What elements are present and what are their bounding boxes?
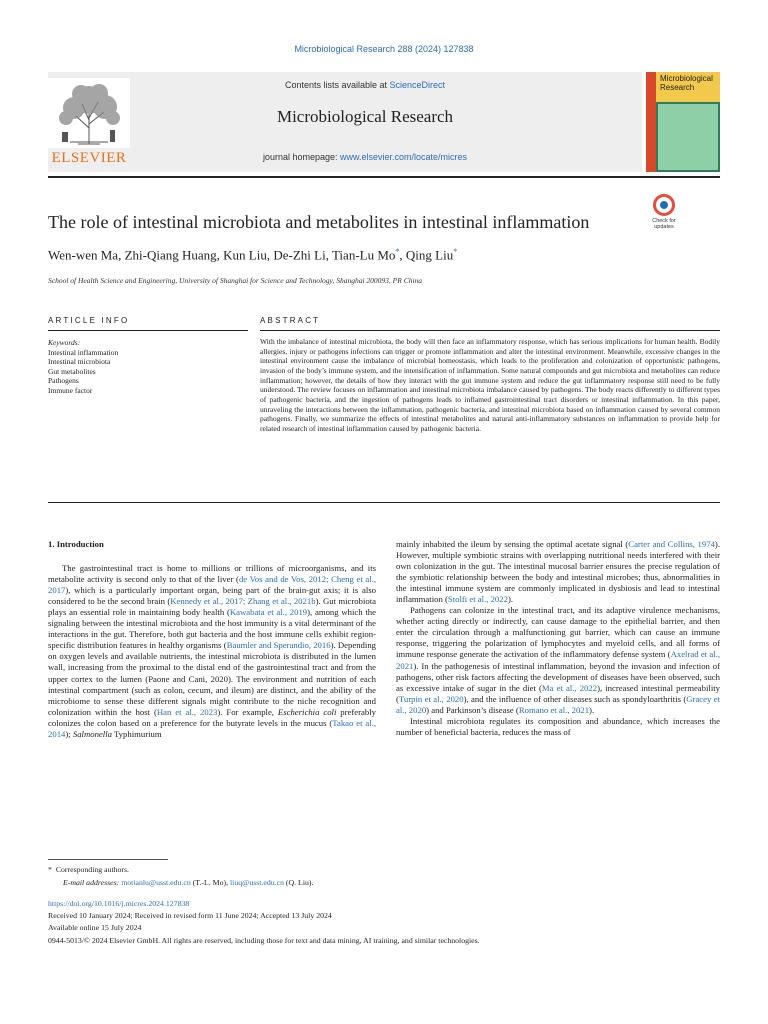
homepage-prefix: journal homepage: — [262, 152, 340, 162]
available-online: Available online 15 July 2024 — [48, 923, 142, 933]
check-for-updates-button[interactable] — [646, 194, 682, 234]
article-info-heading: ARTICLE INFO — [48, 316, 130, 325]
author-name[interactable]: Wen-wen Ma — [48, 247, 119, 263]
citation-link[interactable]: Axelrad et al., 2021 — [396, 649, 720, 671]
keyword-item: Gut metabolites — [48, 366, 96, 376]
keywords-label: Keywords: — [48, 338, 81, 347]
cover-artwork — [658, 104, 718, 170]
citation-link[interactable]: Romano et al., 2021 — [518, 704, 590, 715]
keyword-item: Pathogens — [48, 376, 79, 386]
citation-link[interactable]: Stolfi et al., 2022 — [447, 594, 508, 605]
header-divider — [48, 176, 720, 178]
author-name[interactable]: Tian-Lu Mo — [331, 247, 396, 263]
body-paragraph: mainly inhabited the ileum by sensing the optimal acetate signal (Carter and Collins, 1974). However, multiple symbiotic strains with overlapping nutritional needs interfered with their own colonization in the gut. The intestinal mucosal barrier ensures the precise regulation of the symbiotic relationship between the body and intestinal microbes; thus, abnormalities in the intestinal immune system are commonly implicated in dysbiosis and lead to intestinal inflammation (Stolfi et al., 2022). — [396, 539, 720, 605]
citation-link[interactable]: Gracey et al., 2020 — [396, 693, 720, 715]
author-list: Wen-wen Ma, Zhi-Qiang Huang, Kun Liu, De-Zhi Li, Tian-Lu Mo*, Qing Liu* — [48, 247, 458, 263]
body-paragraph: Pathogens can colonize in the intestinal tract, and its adaptive virulence mechanisms, whether acting directly or indirectly, can cause damage to the epithelial barrier, and then enter the circulation through a malfunctioning gut barrier, which can cause an immune response, triggering the polarization of lymphocytes and myeloid cells, and all forms of immune response generate the activation of the inflammatory defense system (Axelrad et al., 2021). In the pathogenesis of intestinal inflammation, beyond the invasion and infection of pathogens, other risk factors affecting the development of diseases have been observed, such as excessive intake of sugar in the diet (Ma et al., 2022), increased intestinal permeability (Turpin et al., 2020), and the influence of other diseases such as spondyloarthritis (Gracey et al., 2020) and Parkinson’s disease (Romano et al., 2021). — [396, 605, 720, 715]
contents-available-line — [140, 80, 590, 90]
check-updates-icon — [653, 194, 675, 216]
publication-info — [48, 898, 728, 947]
abstract-text: With the imbalance of intestinal microbiota, the body will then face an inflammatory response, which has serious implications for human health. Bodily allergies, injury or pathogens infections can trigger or promote inflammation and alter the intestinal environment. Meanwhile, excessive changes in the intestinal environment cause the imbalance of microbial homeostasis, which leads to the proliferation and colonization of opportunistic pathogens, invasion of the body’s immune system, and the intensification of inflammation. Some natural compounds and gut microbiota and metabolites can reduce inflammation; however, the details of how they interact with the gut immune system and reduce the gut inflammatory response still need to be fully understood. The review focuses on inflammation and intestinal microbiota imbalance caused by pathogens. The body reacts differently to different types of pathogenic bacteria, and the ingestion of pathogens leads to inflamed gastrointestinal tract disorders or intestinal inflammation. In this paper, unraveling the interactions between the inflammation, pathogenic bacteria, and intestinal microbiota based on inflammation caused by several common pathogens. Finally, we summarize the effects of intestinal metabolites and natural anti-inflammatory substances on inflammation to provide help for related research of intestinal inflammation caused by pathogenic bacteria. — [260, 337, 720, 433]
article-info-divider — [48, 330, 248, 331]
cover-title: Microbiological Research — [660, 74, 713, 92]
sciencedirect-link[interactable]: ScienceDirect — [389, 80, 446, 90]
corresponding-footnote: * Corresponding authors. — [48, 865, 130, 874]
corresponding-mark[interactable]: * — [395, 247, 400, 256]
contents-prefix: Contents lists available at — [284, 80, 390, 90]
citation-link[interactable]: Ma et al., 2022 — [541, 682, 598, 693]
email-link[interactable]: liuq@usst.edu.cn — [230, 877, 284, 887]
citation-link[interactable]: de Vos and de Vos, 2012; Cheng et al., 2017 — [48, 574, 376, 596]
body-paragraph: Intestinal microbiota regulates its composition and abundance, which increases the number of beneficial bacteria, reduces the mass of — [396, 715, 720, 737]
keywords-block — [48, 338, 248, 396]
citation-link[interactable]: Kennedy et al., 2017; Zhang et al., 2021b — [170, 596, 316, 607]
abstract-bottom-divider — [48, 502, 720, 503]
author-name[interactable]: Zhi-Qiang Huang — [124, 247, 217, 263]
affiliation: School of Health Science and Engineering, University of Shanghai for Science and Technology, Shanghai 200093, PR China — [48, 276, 423, 285]
journal-citation-link[interactable]: Microbiological Research 288 (2024) 127838 — [294, 44, 474, 54]
email-link[interactable]: motianlu@usst.edu.cn — [121, 877, 191, 887]
author-name[interactable]: Kun Liu — [223, 247, 267, 263]
doi-link[interactable]: https://doi.org/10.1016/j.micres.2024.127838 — [48, 899, 190, 908]
abstract-heading: ABSTRACT — [260, 316, 321, 325]
journal-homepage-link[interactable]: www.elsevier.com/locate/micres — [340, 152, 468, 162]
journal-cover-thumbnail[interactable] — [646, 72, 720, 172]
cover-stripe — [646, 72, 656, 172]
abstract-divider — [260, 330, 720, 331]
check-updates-label: Check for updates — [652, 218, 676, 230]
keyword-item: Intestinal microbiota — [48, 357, 111, 367]
footnote-star: * — [48, 865, 52, 874]
section-heading-introduction: 1. Introduction — [48, 539, 104, 549]
copyright-line: 0944-5013/© 2024 Elsevier GmbH. All rights are reserved, including those for text and data mining, AI training, and similar technologies. — [48, 935, 480, 945]
keyword-item: Intestinal inflammation — [48, 347, 119, 357]
elsevier-wordmark: ELSEVIER — [51, 150, 127, 166]
keyword-item: Immune factor — [48, 385, 93, 395]
author-name[interactable]: De-Zhi Li — [273, 247, 326, 263]
received-dates: Received 10 January 2024; Received in revised form 11 June 2024; Accepted 13 July 2024 — [48, 911, 332, 921]
journal-homepage-line — [140, 152, 590, 162]
citation-link[interactable]: Baumler and Sperandio, 2016 — [226, 640, 331, 651]
corresponding-mark[interactable]: * — [453, 247, 458, 256]
citation-link[interactable]: Kawabata et al., 2019 — [229, 607, 308, 618]
citation-link[interactable]: Carter and Collins, 1974 — [628, 539, 715, 549]
footnote-divider — [48, 859, 168, 860]
citation-link[interactable]: Turpin et al., 2020 — [398, 693, 464, 704]
journal-title: Microbiological Research — [276, 107, 454, 126]
email-footnote: E-mail addresses: motianlu@usst.edu.cn (T.-L. Mo), liuq@usst.edu.cn (Q. Liu). — [63, 877, 314, 887]
body-column-left — [48, 539, 376, 740]
body-column-right — [396, 539, 720, 738]
body-paragraph: The gastrointestinal tract is home to millions or trillions of microorganisms, and its metabolite activity is second only to that of the liver (de Vos and de Vos, 2012; Cheng et al., 2017), which is a particularly important organ, being part of the brain-gut axis; it is also considered to be the second brain (Kennedy et al., 2017; Zhang et al., 2021b). Gut microbiota plays an essential role in maintaining body health (Kawabata et al., 2019), among which the signaling between the intestinal microbiota and the host immunity is a vital determinant of the interactions in the gut. Therefore, both gut bacteria and the host immune cells exhibit region-specific distribution features in healthy organisms (Baumler and Sperandio, 2016). Depending on oxygen levels and available nutrients, the intestinal microbiota is distributed in the lumen wall, increasing from the proximal to the distal end of the gastrointestinal tract and from the upper cortex to the lumen (Paone and Cani, 2020). The environment and nutrition of each intestinal compartment (such as colon, cecum, and ileum) are distinct, and the ability of the microbiome to sense these different signals might contribute to the niche recognition and colonization within the host (Han et al., 2023). For example, Escherichia coli preferably colonizes the colon based on a preference for the butyrate levels in the mucus (Takao et al., 2014); Salmonella Typhimurium — [48, 563, 377, 739]
paper-title: The role of intestinal microbiota and metabolites in intestinal inflammation — [48, 212, 590, 232]
footnotes — [48, 864, 728, 889]
citation-link[interactable]: Takao et al., 2014 — [48, 717, 377, 739]
author-name[interactable]: Qing Liu — [405, 247, 454, 263]
citation-link[interactable]: Han et al., 2023 — [156, 706, 218, 717]
